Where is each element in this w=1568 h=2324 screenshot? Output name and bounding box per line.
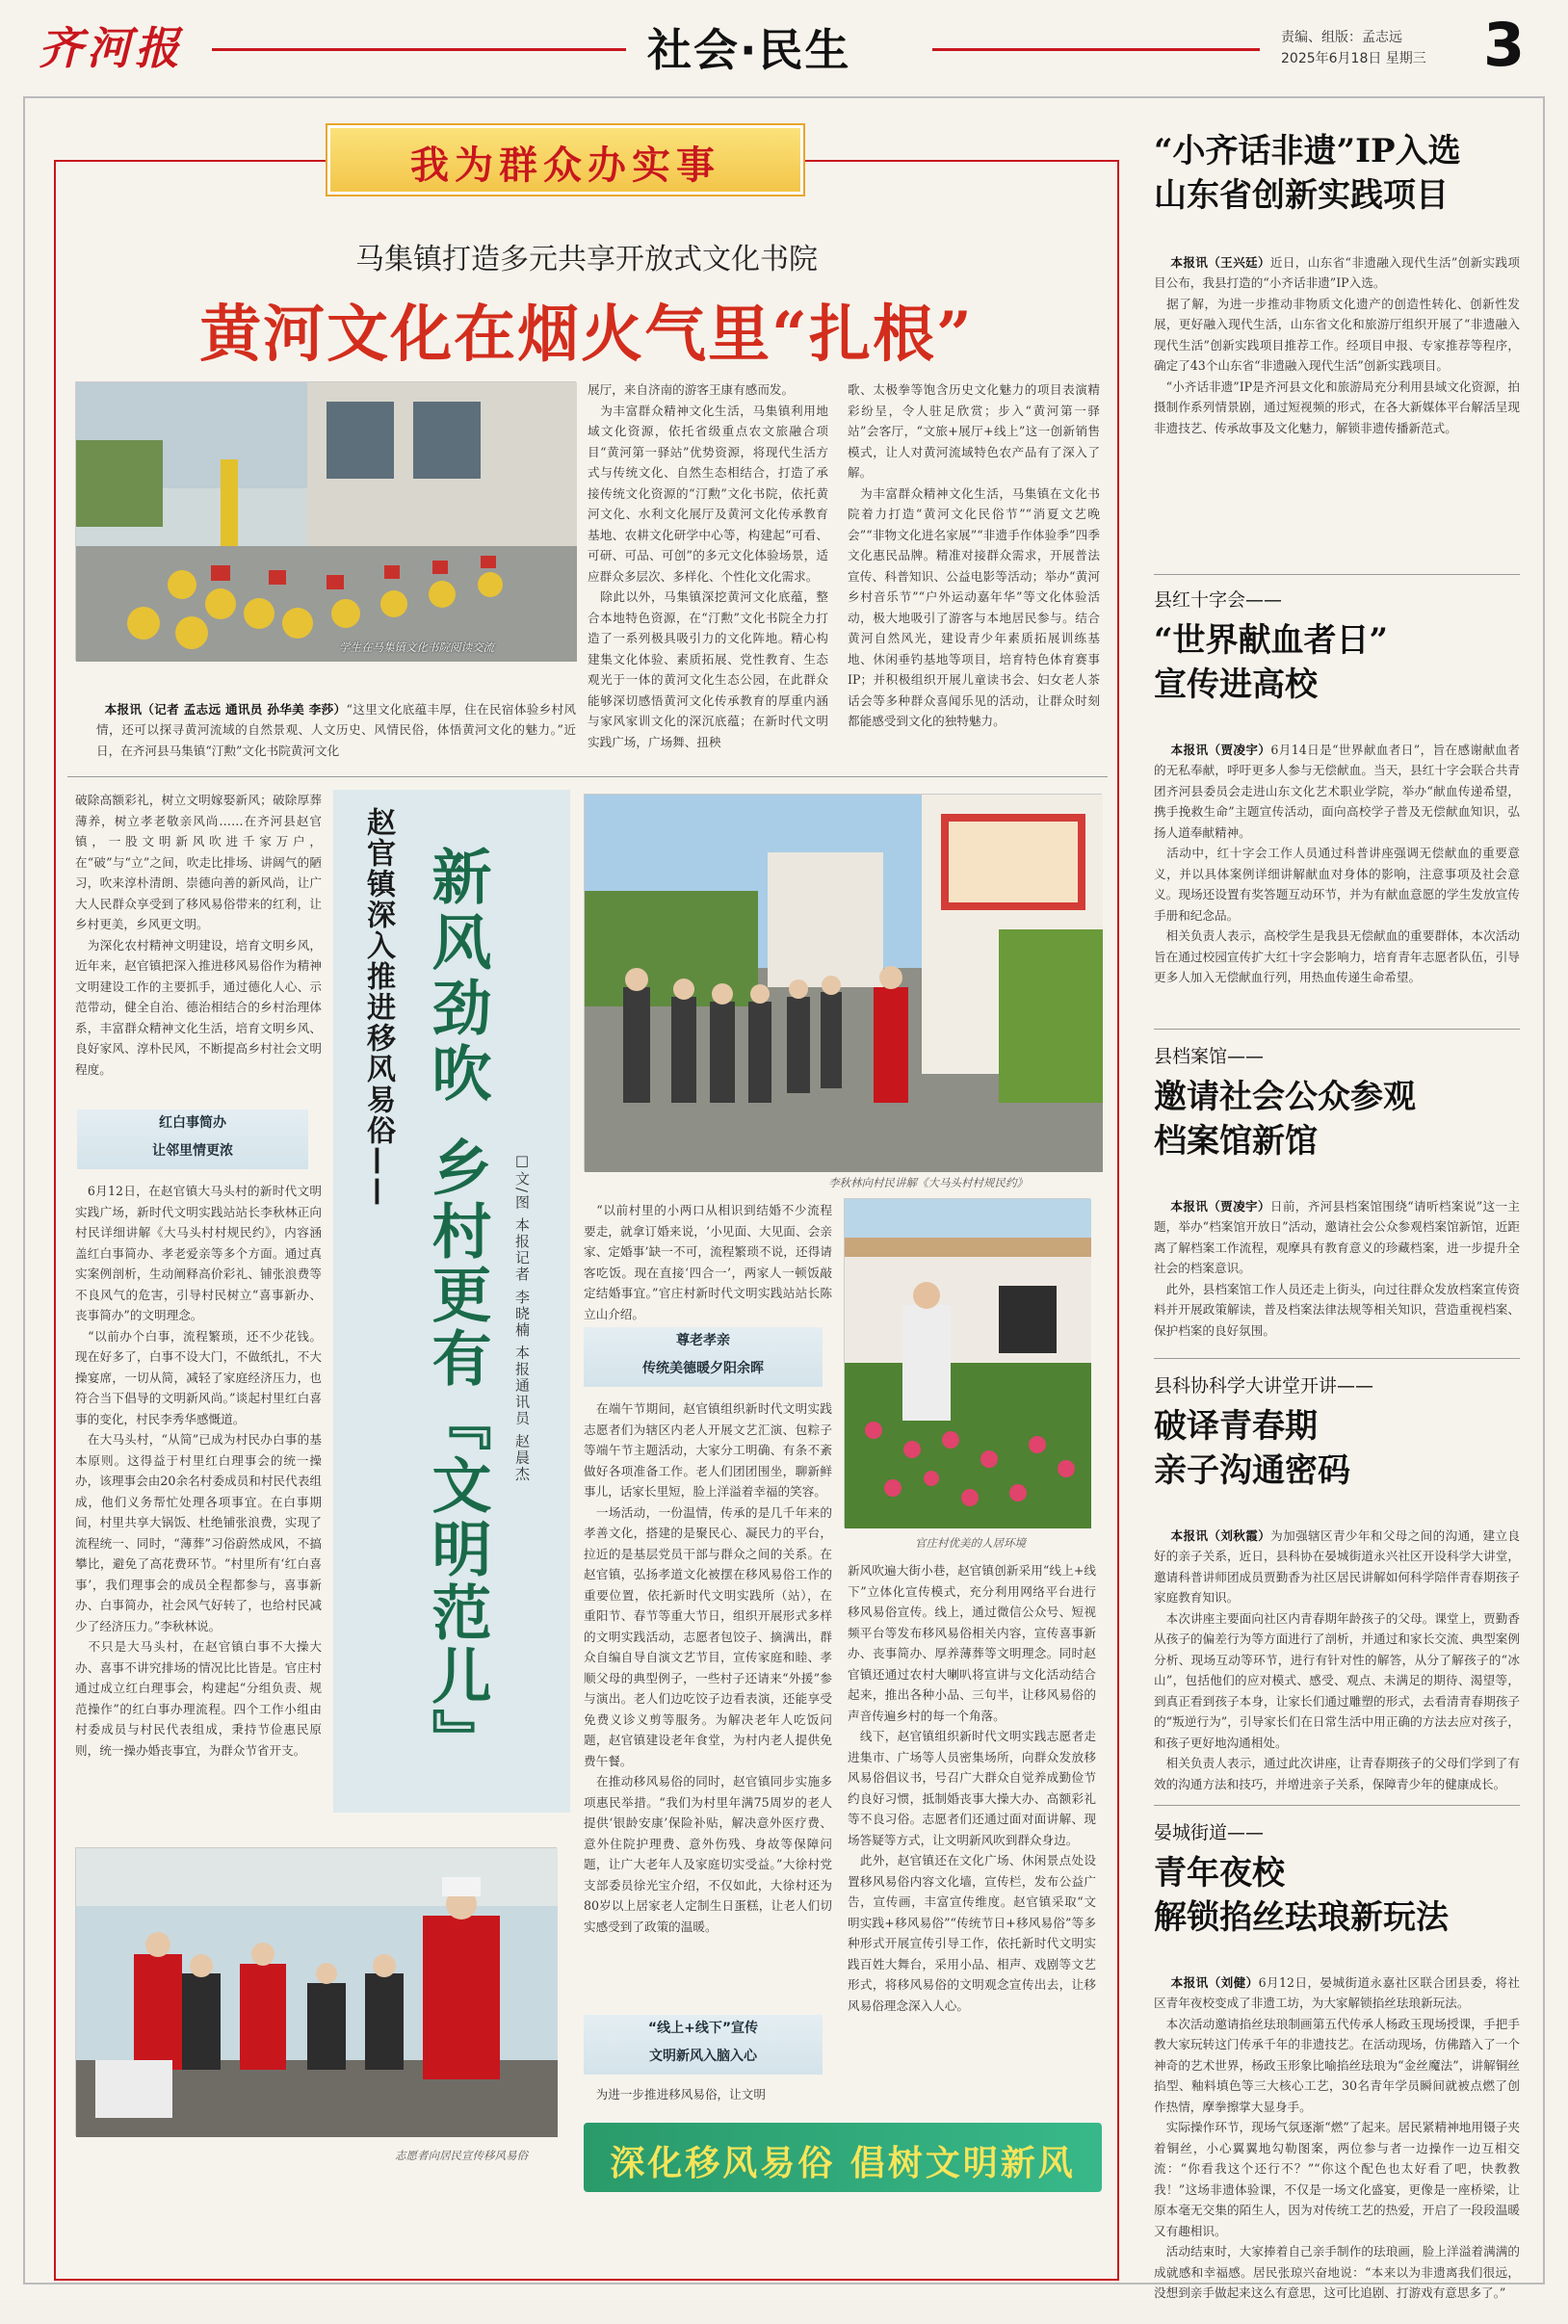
- story2-kicker: 县红十字会——: [1154, 589, 1283, 611]
- lead-divider: [67, 776, 1108, 777]
- story5-kicker: 晏城街道——: [1154, 1822, 1265, 1843]
- lead-photo-caption: 学生在马集镇文化书院阅读交流: [339, 640, 494, 654]
- feature-col1: 6月12日，在赵官镇大马头村的新时代文明实践广场，新时代文明实践站站长李秋林正向村民详细讲解《大马头村村规民约》，内容涵盖红白事简办、孝老爱亲等多个方面。通过真实案例剖析，生动阐释高价彩礼、铺张浪费等不良风气的危害，引导村民树立“喜事新办、丧事简办”的文明理念。 “以前办个白事，流程繁琐，还不少花钱。现在好多了，白事不设大门，不做纸扎，不大操宴席，一切从简，减轻了家庭经济压力，也符合当下倡导的文明新风尚。”谈起村里红白喜事的变化，村民李秀华感慨道。 在大马头村，“从简”已成为村民办白事的基本原则。这得益于村里红白理事会的统一操办，该理事会由20余名村委成员和村民代表组成，他们义务帮忙处理各项事宜。在白事期间，村里共享大锅饭、杜绝铺张浪费，实现了流程统一、同时，“薄葬”习俗蔚然成风，不搞攀比，避免了高花费环节。“村里所有‘红白喜事’，我们理事会的成员全程都参与，喜事新办、白事简办，社会风气好转了，也给村民减少了经济压力。”李秋林说。 不只是大马头村，在赵官镇白事不大操大办、喜事不讲究排场的情况比比皆是。官庄村通过成立红白理事会，构建起“分组负责、规范操作”的红白事办理流程。四个工作小组由村委成员与村民代表组成，秉持节俭惠民原则，统一操办婚丧事宜，为群众节省开支。: [75, 1184, 322, 1758]
- story2-text: 6月14日是“世界献血者日”，旨在感谢献血者的无私奉献，呼吁更多人参与无偿献血。当天，县红十字会联合共青团齐河县委员会走进山东文化艺术职业学院，举办“献血传递希望，携手挽救生命”主题宣传活动，面向高校学子普及无偿献血知识，弘扬人道奉献精神。 活动中，红十字会工作人员通过科普讲座强调无偿献血的重要意义，并以具体案例详细讲解献血对身体的影响，注意事项及社会意义。现场还设置有奖答题互动环节，并为有献血意愿的学生发放宣传手册和纪念品。 相关负责人表示，高校学生是我县无偿献血的重要群体，本次活动旨在通过校园宣传扩大红十字会影响力，培育青年志愿者队伍，引导更多人加入无偿献血行列，用热血传递生命希望。: [1154, 742, 1521, 984]
- story3-byline: 本报讯（贾凌宇）: [1170, 1198, 1270, 1214]
- story5-text: 6月12日，晏城街道永嘉社区联合团县委，将社区青年夜校变成了非遗工坊，为大家解锁掐丝珐琅新玩法。 本次活动邀请掐丝珐琅制画第五代传承人杨政玉现场授课，手把手教大家玩转这门传承千年的非遗技艺。在活动现场，仿佛踏入了一个神奇的艺术世界，杨政玉形象比喻掐丝珐琅为“金丝魔法”，讲解铜丝掐型、釉料填色等三大核心工艺，30名青年学员瞬间就被点燃了创作热情，摩拳擦掌大显身手。 实际操作环节，现场气氛逐渐“燃”了起来。居民紧精神地用镊子夹着铜丝，小心翼翼地勾勒图案，两位参与者一边操作一边互相交流：“你看我这个还行不？”“你这个配色也太好看了吧，快教教我！”这场非遗体验课，不仅是一场文化盛宴，更像是一座桥梁，让原本毫无交集的陌生人，因为对传统工艺的热爱，开启了一段段温暖又有趣相识。 活动结束时，大家捧着自己亲手制作的珐琅画，脸上洋溢着满满的成就感和幸福感。居民张琼兴奋地说：“本来以为非遗离我们很远，没想到亲手做起来这么有意思，这可比追剧、打游戏有意思多了。”: [1154, 1974, 1521, 2300]
- story4-byline: 本报讯（刘秋霞）: [1170, 1528, 1271, 1543]
- story3-kicker: 县档案馆——: [1154, 1046, 1265, 1067]
- story5-byline: 本报讯（刘健）: [1170, 1974, 1259, 1990]
- slogan-text: 深化移风易俗 倡树文明新风: [610, 2144, 1076, 2183]
- story1-divider: [1154, 574, 1520, 575]
- masthead-rule-right: [932, 48, 1260, 51]
- subhead-online-offline: “线上+线下”宣传 文明新风入脑入心: [584, 2015, 823, 2075]
- story2-byline: 本报讯（贾凌宇）: [1170, 742, 1271, 757]
- story4-divider: [1154, 1805, 1520, 1806]
- feature-credit: □文/图 本报记者 李晓楠 本报通讯员 赵晨杰: [513, 1152, 531, 1483]
- feature-photo-village-caption: 官庄村优美的人居环境: [915, 1536, 1026, 1550]
- story3-headline: 邀请社会公众参观 档案馆新馆: [1154, 1078, 1416, 1161]
- lead-byline-text: [96, 678, 576, 757]
- lead-byline: 本报讯（记者 孟志远 通讯员 孙华美 李莎）: [104, 701, 347, 717]
- issue-date: 2025年6月18日 星期三: [1281, 51, 1426, 66]
- story4-text: 为加强辖区青少年和父母之间的沟通，建立良好的亲子关系，近日，县科协在晏城街道永兴社区开设科学大讲堂，邀请科普讲师团成员贾勤香为社区居民讲解如何科学陪伴青春期孩子家庭教育知识。 本次讲座主要面向社区内青春期年龄孩子的父母。课堂上，贾勤香从孩子的偏差行为等方面进行了剖析，并通过和家长交流、典型案例分析、现场互动等环节，进行有针对性的解答，从分了解孩子的“冰山”，包括他们的应对模式、感受、观点、未满足的期待、渴望等，到真正看到孩子本身，让家长们通过雕塑的形式，去看清青春期孩子的“叛逆行为”，引导家长们在日常生活中用正确的方法去应对孩子，和孩子更好地沟通相处。 相关负责人表示，通过此次讲座，让青春期孩子的父母们学到了有效的沟通方法和技巧，并增进亲子关系，保障青少年的健康成长。: [1154, 1528, 1521, 1791]
- lead-photo: [75, 381, 576, 661]
- feature-col2c: 为进一步推进移风易俗，让文明: [584, 2087, 766, 2102]
- feature-photo-lecture: [584, 794, 1102, 1171]
- feature-col2b: 在端午节期间，赵官镇组织新时代文明实践志愿者们为辖区内老人开展文艺汇演、包粽子等端午节主题活动，大家分工明确、有条不紊做好各项准备工作。老人们团团围坐，聊新鲜事儿，话家长里短，脸上洋溢着幸福的笑容。 一场活动，一份温情，传承的是几千年来的孝善文化，搭建的是聚民心、凝民力的平台，拉近的是基层党员干部与群众之间的关系。在赵官镇，弘扬孝道文化被摆在移风易俗工作的重要位置，依托新时代文明实践所（站），在重阳节、春节等重大节日，组织开展形式多样的文明实践活动，志愿者包饺子、摘满出，群众自编自导自演文艺节目，宣传家庭和睦、孝顺父母的典型例子，一些村子还请来“外援”参与演出。老人们边吃饺子边看表演，还能享受免费义诊义剪等服务。为解决老年人吃饭问题，赵官镇建设老年食堂，为村内老人提供免费午餐。 在推动移风易俗的同时，赵官镇同步实施多项惠民举措。“我们为村里年满75周岁的老人提供‘银龄安康’保险补贴，解决意外医疗费、意外住院护理费、意外伤残、身故等保障问题，让广大老年人及家庭切实受益。”大徐村党支部委员徐光宝介绍，不仅如此，大徐村还为80岁以上居家老人定制生日蛋糕，让老人们切实感受到了政策的温暖。: [584, 1401, 832, 1934]
- story4-kicker: 县科协科学大讲堂开讲——: [1154, 1375, 1374, 1397]
- story2-headline: “世界献血者日” 宣传进高校: [1154, 621, 1389, 704]
- editor-credit: 责编、组版：孟志远: [1281, 30, 1402, 45]
- newspaper-logo: 齐河报: [39, 22, 183, 74]
- feature-kicker: 赵官镇深入推进移风易俗——: [361, 807, 395, 1208]
- story3-body: [1154, 1175, 1520, 1341]
- masthead: [0, 0, 1568, 85]
- feature-headline-b: 乡村更有『文明范儿』: [422, 1136, 492, 1772]
- story3-divider: [1154, 1358, 1520, 1359]
- subhead-respect-elders: 尊老孝亲 传统美德暖夕阳余晖: [584, 1327, 823, 1387]
- story1-body: [1154, 231, 1520, 564]
- story1-headline: “小齐话非遗”IP入选 山东省创新实践项目: [1154, 132, 1461, 215]
- story1-byline: 本报讯（王兴廷）: [1170, 254, 1270, 270]
- feature-col3: 新风吹遍大街小巷，赵官镇创新采用“线上+线下”立体化宣传模式，充分利用网络平台进行移风易俗宣传。线上，通过微信公众号、短视频平台等发布移风易俗相关内容，宣传喜事新办、丧事简办、厚养薄葬等文明理念。同时赵官镇还通过农村大喇叭将宣讲与文化活动结合起来，推出各种小品、三句半，让移风易俗的声音传遍乡村的每一个角落。 线下，赵官镇组织新时代文明实践志愿者走进集市、广场等人员密集场所，向群众发放移风易俗倡议书，号召广大群众自觉养成勤俭节约良好习惯，抵制婚丧事大操大办、高额彩礼等不良习俗。志愿者们还通过面对面讲解、现场答疑等方式，让文明新风吹到群众身边。 此外，赵官镇还在文化广场、休闲景点处设置移风易俗内容文化墙，宣传栏，发布公益广告，宣传画，丰富宣传维度。赵官镇采取“文明实践+移风易俗”“传统节日+移风易俗”等多种形式开展宣传引导工作，依托新时代文明实践百姓大舞台，采用小品、相声、戏剧等文艺形式，将移风易俗的文明观念宣传出去，让移风易俗理念深入人心。: [848, 1563, 1096, 2013]
- story5-body: [1154, 1951, 1521, 2300]
- page-number: 3: [1483, 10, 1526, 80]
- right-column: [1137, 106, 1531, 2300]
- feature-photo-volunteers: [75, 1847, 557, 2136]
- story5-headline: 青年夜校 解锁掐丝珐琅新玩法: [1154, 1854, 1449, 1937]
- feature-photo-volunteers-caption: 志愿者向居民宣传移风易俗: [395, 2149, 528, 2162]
- lead-headline: 黄河文化在烟火气里“扎根”: [199, 299, 974, 371]
- lead-kicker: 马集镇打造多元共享开放式文化书院: [355, 243, 818, 276]
- lead-col2: 展厅，来自济南的游客王康有感而发。 为丰富群众精神文化生活，马集镇利用地域文化资源，依托省级重点农文旅融合项目“黄河第一驿站”优势资源，将现代生活方式与传统文化、自然生态相结合，打造了承接传统文化资源的“汀勲”文化书院，依托黄河文化、水利文化展厅及黄河文化传承教育基地、农耕文化研学中心等，构建起“可看、可研、可品、可创”的多元文化体验场景，适应群众多层次、多样化、个性化文化需求。 除此以外，马集镇深挖黄河文化底蕴，整合本地特色资源，在“汀勲”文化书院全力打造了一系列极具吸引力的文化阵地。精心构建集文化体验、素质拓展、党性教育、生态观光于一体的黄河文化生态公园，在此群众能够深切感悟黄河文化传承教育的厚重内涵与家风家训文化的深沉底蕴；在新时代文明实践广场，广场舞、扭秧: [588, 382, 828, 749]
- story1-text: 近日，山东省“非遗融入现代生活”创新实践项目公布，我县打造的“小齐话非遗”IP入选。 据了解，为进一步推动非物质文化遗产的创造性转化、创新性发展，更好融入现代生活，山东省文化和旅游厅组织开展了“非遗融入现代生活”创新实践项目推荐工作。经项目申报、专家推荐等程序，确定了43个山东省“非遗融入现代生活”创新实践项目。 “小齐话非遗”IP是齐河县文化和旅游局充分利用县域文化资源，拍摄制作系列情景剧，通过短视频的形式，在各大新媒体平台解活呈现非遗技艺、传承故事及文化魅力，解锁非遗传播新范式。: [1154, 254, 1520, 435]
- feature-headline-a: 新风劲吹: [422, 846, 492, 1108]
- story4-body: [1154, 1504, 1520, 1793]
- story2-body: [1154, 718, 1520, 1007]
- feature-photo-lecture-caption: 李秋林向村民讲解《大马头村村规民约》: [828, 1176, 1028, 1189]
- section-title: 社会·民生: [647, 24, 851, 76]
- feature-col2a: “以前村里的小两口从相识到结婚不少流程要走，就拿订婚来说，‘小见面、大见面、会亲家、定婚事’缺一不可，流程繁琐不说，还得请客吃饭。现在直接‘四合一’，两家人一顿饭敲定结婚事宜。”官庄村新时代文明实践站站长陈立山介绍。: [584, 1203, 832, 1321]
- story3-text: 日前，齐河县档案馆围绕“请听档案说”这一主题，举办“档案馆开放日”活动，邀请社会公众参观档案馆新馆，近距离了解档案工作流程，观摩具有教育意义的珍藏档案，进一步提升全社会的档案意识。 此外，县档案馆工作人员还走上街头，向过往群众发放档案宣传资料并开展政策解读，普及档案法律法规等相关知识，营造重视档案、保护档案的良好氛围。: [1154, 1198, 1520, 1338]
- feature-photo-village: [844, 1198, 1090, 1528]
- banner-text: 我为群众办实事: [410, 144, 720, 188]
- subhead-red-white: 红白事简办 让邻里情更浓: [77, 1110, 308, 1169]
- feature-intro: 破除高额彩礼，树立文明嫁娶新风；破除厚葬薄养，树立孝老敬亲风尚……在齐河县赵官镇，一股文明新风吹进千家万户，在“破”与“立”之间，吹走比排场、讲阔气的陋习，吹来淳朴清朗、崇德向善的新风尚，让广大人民群众享受到了移风易俗带来的红利，让乡村更美，乡风更文明。 为深化农村精神文明建设，培育文明乡风，近年来，赵官镇把深入推进移风易俗作为精神文明建设工作的主要抓手，通过德化人心、示范带动，健全自治、德治相结合的乡村治理体系，丰富群众精神文化生活，培育文明乡风、良好家风、淳朴民风，不断提高乡村社会文明程度。: [75, 793, 322, 1077]
- lead-col1: “这里文化底蕴丰厚，住在民宿体验乡村风情，还可以探寻黄河流域的自然景观、人文历史、风情民俗，体悟黄河文化的魅力。”近日，在齐河县马集镇“汀勲”文化书院黄河文化: [96, 701, 576, 758]
- story4-headline: 破译青春期 亲子沟通密码: [1154, 1407, 1350, 1490]
- story2-divider: [1154, 1029, 1520, 1030]
- masthead-rule-left: [212, 48, 626, 51]
- lead-col3: 歌、太极拳等饱含历史文化魅力的项目表演精彩纷呈，令人驻足欣赏；步入“黄河第一驿站”会客厅，“文旅+展厅+线上”这一创新销售模式，让人对黄河流域特色农产品有了深入了解。 为丰富群众精神文化生活，马集镇在文化书院着力打造“黄河文化民俗节”“消夏文艺晚会”“非物文化进名家展”“非遗手作体验季”四季文化惠民品牌。精准对接群众需求，开展普法宣传、科普知识、公益电影等活动；举办“黄河乡村音乐节”“户外运动嘉年华”等文化体验活动，极大地吸引了游客与本地居民参与。结合黄河自然风光，建设青少年素质拓展训练基地、休闲垂钓基地等项目，培育特色体育赛事IP；并积极组织开展儿童读书会、妇女老人茶话会等多种群众喜闻乐见的活动，让群众时刻都能感受到文化的独特魅力。: [848, 382, 1100, 728]
